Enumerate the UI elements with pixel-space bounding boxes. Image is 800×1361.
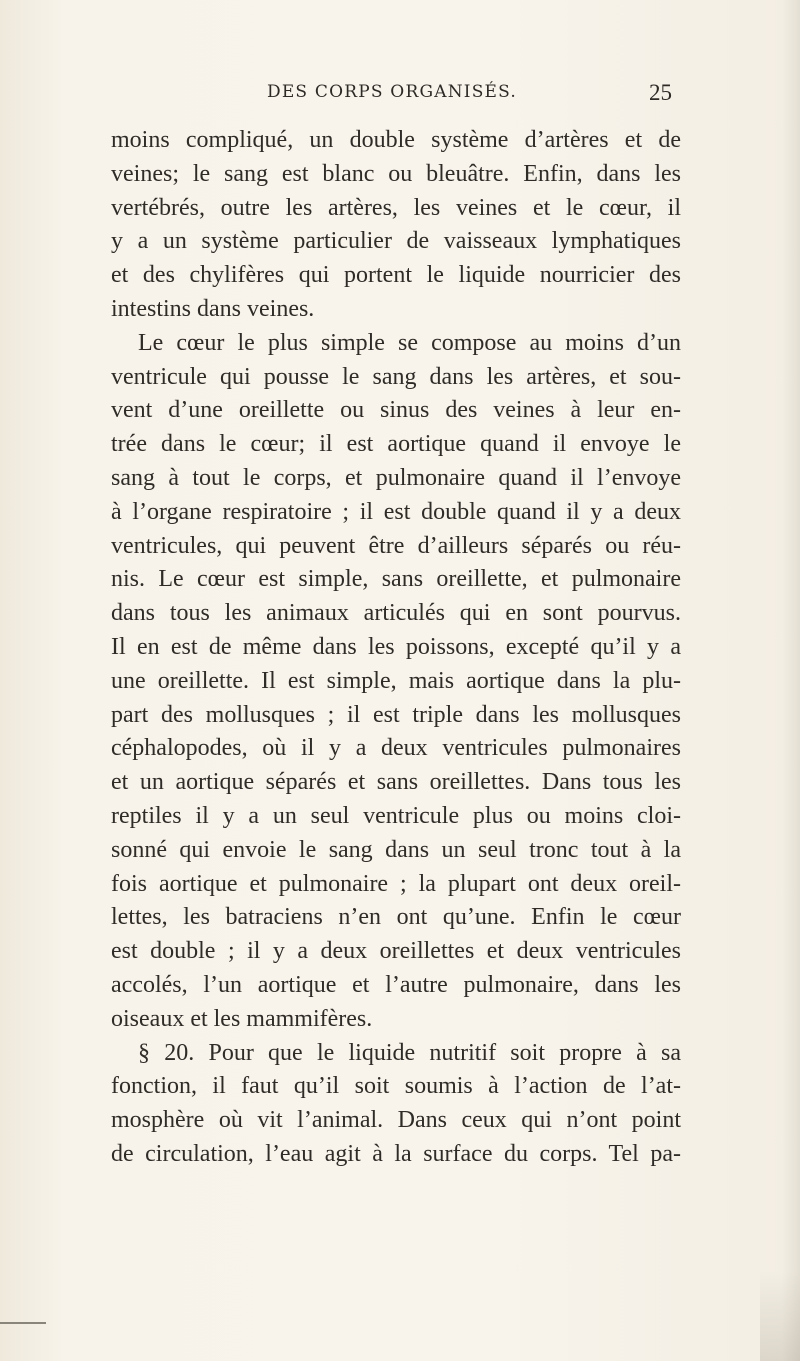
body-text: [111, 124, 681, 1172]
text-line: et des chylifères qui portent le liquide nourricier des: [111, 262, 681, 289]
text-line: moins compliqué, un double système d’artères et de: [111, 127, 681, 153]
text-line: § 20. Pour que le liquide nutritif soit propre à sa: [138, 1039, 681, 1066]
text-line: sang à tout le corps, et pulmonaire quand il l’envoye: [111, 464, 681, 491]
page-number: 25: [649, 80, 672, 105]
text-line: accolés, l’un aortique et l’autre pulmonaire, dans les: [111, 971, 681, 998]
text-line: une oreillette. Il est simple, mais aortique dans la plu-: [111, 667, 681, 694]
text-line: dans tous les animaux articulés qui en sont pourvus.: [111, 600, 681, 627]
page-edge-shadow: [782, 0, 800, 1361]
text-line: vent d’une oreillette ou sinus des veines à leur en-: [111, 397, 681, 424]
text-line: Il en est de même dans les poissons, excepté qu’il y a: [111, 633, 681, 660]
running-title: DES CORPS ORGANISÉS.: [266, 82, 517, 102]
text-line: et un aortique séparés et sans oreillettes. Dans tous les: [111, 769, 681, 796]
text-line: lettes, les batraciens n’en ont qu’une. Enfin le cœur: [111, 904, 681, 931]
text-line: trée dans le cœur; il est aortique quand il envoye le: [111, 431, 681, 458]
text-line: fonction, il faut qu’il soit soumis à l’action de l’at-: [111, 1073, 681, 1100]
text-line: intestins dans veines.: [111, 295, 315, 322]
text-line: vertébrés, outre les artères, les veines et le cœur, il: [111, 194, 681, 221]
text-line: de circulation, l’eau agit à la surface du corps. Tel pa-: [111, 1140, 681, 1167]
page-corner-shadow: [760, 1271, 800, 1361]
page-bottom-mark: [0, 1322, 46, 1324]
text-line: sonné qui envoie le sang dans un seul tronc tout à la: [111, 836, 681, 863]
text-line: est double ; il y a deux oreillettes et deux ventricules: [111, 938, 681, 965]
page-header: [112, 82, 672, 116]
text-line: veines; le sang est blanc ou bleuâtre. Enfin, dans les: [111, 160, 681, 187]
text-line: part des mollusques ; il est triple dans les mollusques: [111, 701, 681, 728]
text-line: oiseaux et les mammifères.: [111, 1005, 373, 1032]
text-line: à l’organe respiratoire ; il est double quand il y a deux: [111, 498, 681, 525]
text-line: céphalopodes, où il y a deux ventricules pulmonaires: [111, 735, 681, 762]
text-line: mosphère où vit l’animal. Dans ceux qui n’ont point: [111, 1107, 681, 1134]
text-line: nis. Le cœur est simple, sans oreillette, et pulmonaire: [111, 566, 681, 593]
text-line: ventricule qui pousse le sang dans les artères, et sou-: [111, 363, 681, 390]
text-line: y a un système particulier de vaisseaux lymphatiques: [111, 228, 681, 255]
text-line: ventricules, qui peuvent être d’ailleurs séparés ou réu-: [111, 532, 681, 559]
text-line: reptiles il y a un seul ventricule plus ou moins cloi-: [111, 802, 681, 829]
text-line: Le cœur le plus simple se compose au moins d’un: [138, 329, 681, 356]
text-line: fois aortique et pulmonaire ; la plupart ont deux oreil-: [111, 870, 681, 897]
